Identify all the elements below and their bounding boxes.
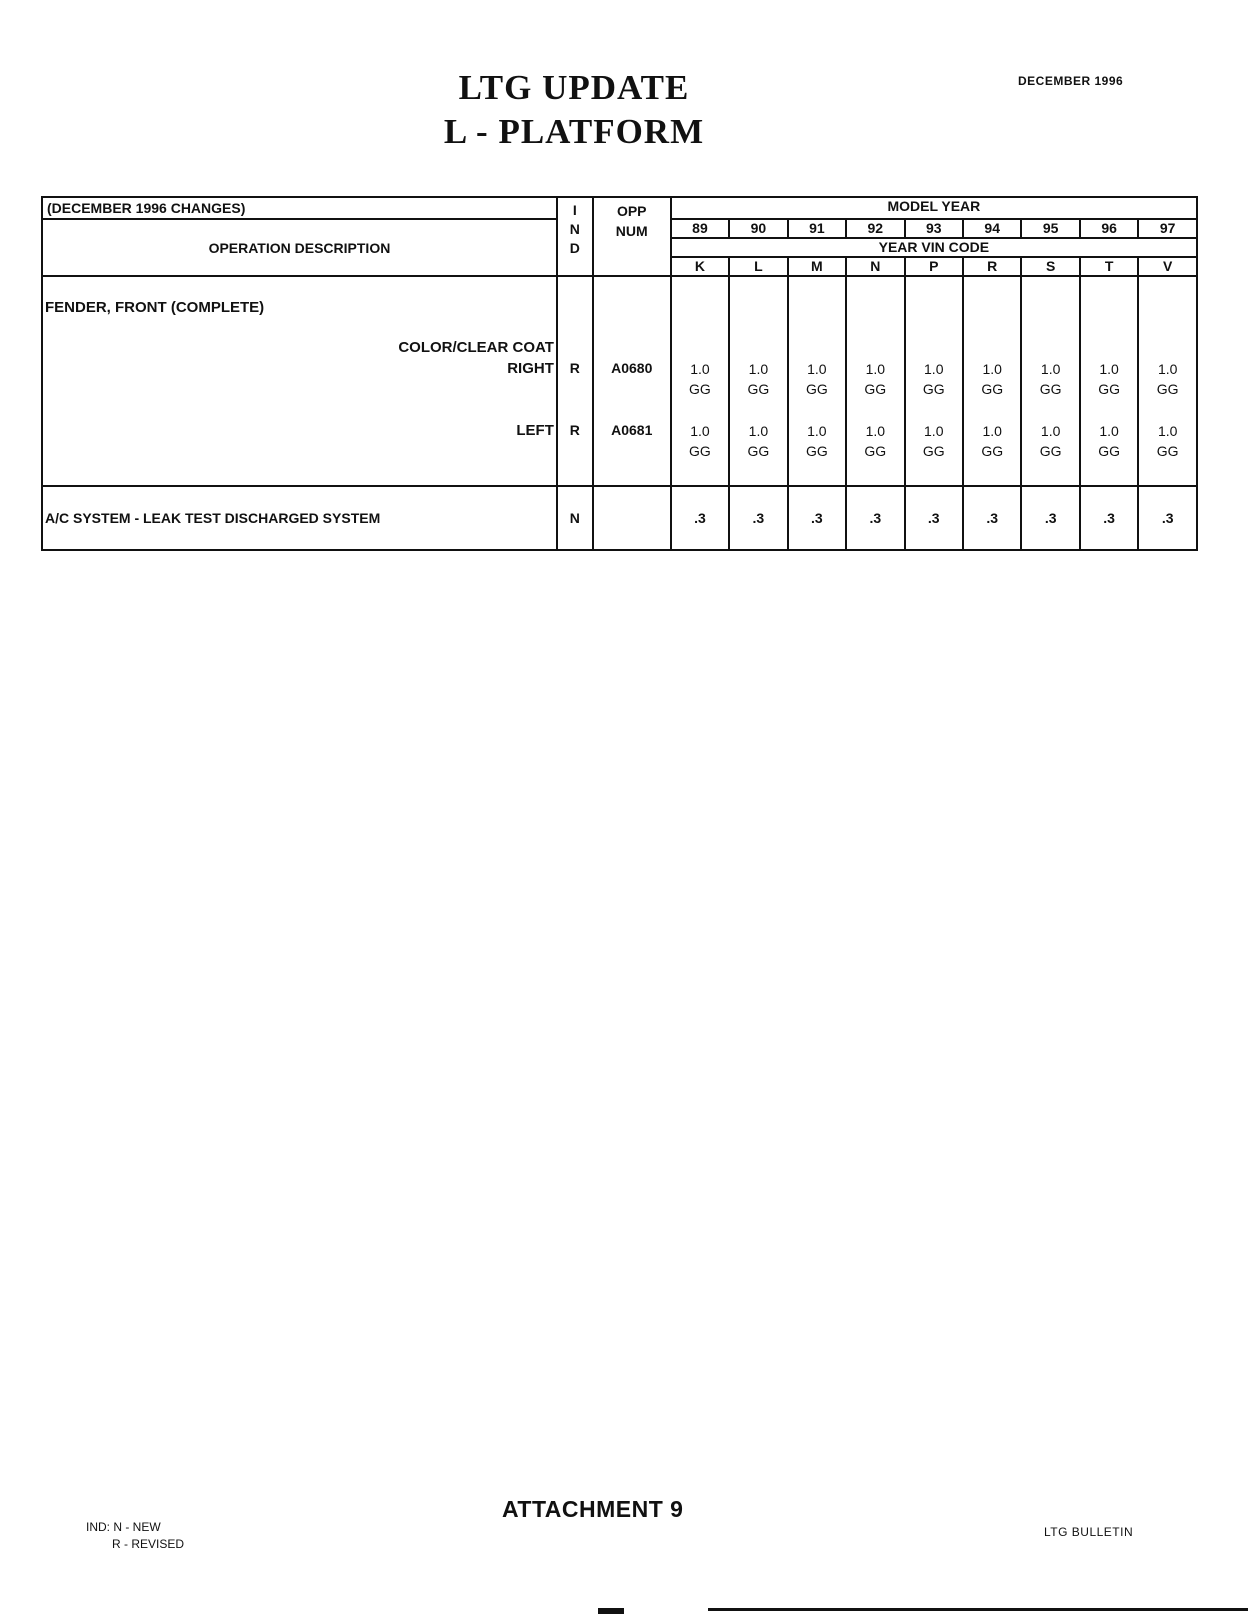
attachment-label: ATTACHMENT 9 [502,1496,684,1522]
vin-code-cell: P [905,257,963,276]
fender-values-96 [1080,276,1138,486]
value: 1.0 [1040,423,1061,439]
changes-label: (DECEMBER 1996 CHANGES) [42,197,557,219]
ac-value-92: .3 [846,486,904,550]
value: 1.0 [748,361,769,377]
year-header: 97 [1138,219,1197,238]
value-code: GG [747,381,770,397]
fender-ind-cell [557,276,593,486]
fender-values-94 [963,276,1021,486]
ac-value-94: .3 [963,486,1021,550]
value: 1.0 [1157,361,1178,377]
value-code: GG [747,443,770,459]
value-code: GG [981,443,1004,459]
vin-code-cell: R [963,257,1021,276]
value-code: GG [1039,443,1062,459]
fender-left-ind: R [569,422,580,438]
ac-value-93: .3 [905,486,963,550]
value: 1.0 [690,423,710,439]
vin-code-cell: V [1138,257,1197,276]
year-header: 95 [1021,219,1079,238]
value: 1.0 [690,361,710,377]
ac-value-96: .3 [1080,486,1138,550]
value: 1.0 [1040,361,1061,377]
value-code: GG [922,381,945,397]
fender-right-opp: A0680 [611,360,653,376]
page-title-line1: LTG UPDATE [458,68,690,107]
value-code: GG [1098,381,1120,397]
opp-header-num: NUM [615,223,648,239]
vin-code-cell: K [671,257,729,276]
value-code: GG [689,443,711,459]
ind-header-i: I [572,202,577,218]
vin-code-cell: T [1080,257,1138,276]
ac-system-description: A/C SYSTEM - LEAK TEST DISCHARGED SYSTEM [42,486,557,550]
labor-time-table [41,196,1198,551]
year-header: 96 [1080,219,1138,238]
year-header: 92 [846,219,904,238]
fender-values-89 [671,276,729,486]
value: 1.0 [1099,423,1119,439]
ind-header [557,197,593,276]
table-row [42,276,1197,486]
fender-subgroup-label: COLOR/CLEAR COAT [398,339,554,356]
vin-code-cell: N [846,257,904,276]
value: 1.0 [807,361,827,377]
value: 1.0 [982,361,1002,377]
ac-value-95: .3 [1021,486,1079,550]
year-header: 89 [671,219,729,238]
header-date: DECEMBER 1996 [1018,74,1124,88]
vin-code-cell: M [788,257,846,276]
value-code: GG [981,381,1004,397]
fender-right-ind: R [569,360,580,376]
value-code: GG [1039,381,1062,397]
value-code: GG [864,443,887,459]
value-code: GG [805,381,828,397]
opp-header [593,197,671,276]
legend-new: IND: N - NEW [86,1520,161,1534]
ind-header-n: N [569,221,580,237]
value: 1.0 [865,361,886,377]
table-row [42,486,1197,550]
fender-values-92 [846,276,904,486]
value: 1.0 [865,423,886,439]
fender-description-cell [42,276,557,486]
scan-artifact [598,1608,624,1614]
fender-values-95 [1021,276,1079,486]
legend-revised: R - REVISED [112,1537,185,1551]
fender-values-97 [1138,276,1197,486]
fender-values-91 [788,276,846,486]
opp-header-opp: OPP [616,203,647,219]
value: 1.0 [1099,361,1119,377]
value: 1.0 [748,423,769,439]
value-code: GG [864,381,887,397]
value: 1.0 [924,423,944,439]
value: 1.0 [924,361,944,377]
value-code: GG [689,381,711,397]
bulletin-label: LTG BULLETIN [1044,1525,1134,1539]
ac-value-91: .3 [788,486,846,550]
ac-system-ind: N [557,486,593,550]
value-code: GG [1156,381,1179,397]
fender-right-label: RIGHT [507,360,554,377]
vin-code-header: YEAR VIN CODE [671,238,1197,257]
fender-left-opp: A0681 [611,422,653,438]
ac-value-90: .3 [729,486,787,550]
vin-code-cell: S [1021,257,1079,276]
ac-system-opp [593,486,671,550]
value: 1.0 [1157,423,1178,439]
fender-left-label: LEFT [516,422,554,439]
scan-artifact-line [708,1608,1248,1611]
value: 1.0 [982,423,1002,439]
ac-value-97: .3 [1138,486,1197,550]
value-code: GG [805,443,828,459]
year-header: 94 [963,219,1021,238]
fender-group-label: FENDER, FRONT (COMPLETE) [45,299,265,316]
vin-code-cell: L [729,257,787,276]
operation-description-header: OPERATION DESCRIPTION [42,219,557,276]
page-title-line2: L - PLATFORM [443,112,705,151]
fender-values-93 [905,276,963,486]
model-year-header: MODEL YEAR [671,197,1197,219]
value: 1.0 [807,423,827,439]
year-header: 93 [905,219,963,238]
ac-value-89: .3 [671,486,729,550]
year-header: 90 [729,219,787,238]
value-code: GG [1156,443,1179,459]
fender-values-90 [729,276,787,486]
ind-header-d: D [569,240,580,256]
value-code: GG [1098,443,1120,459]
fender-opp-cell [593,276,671,486]
year-header: 91 [788,219,846,238]
value-code: GG [922,443,945,459]
